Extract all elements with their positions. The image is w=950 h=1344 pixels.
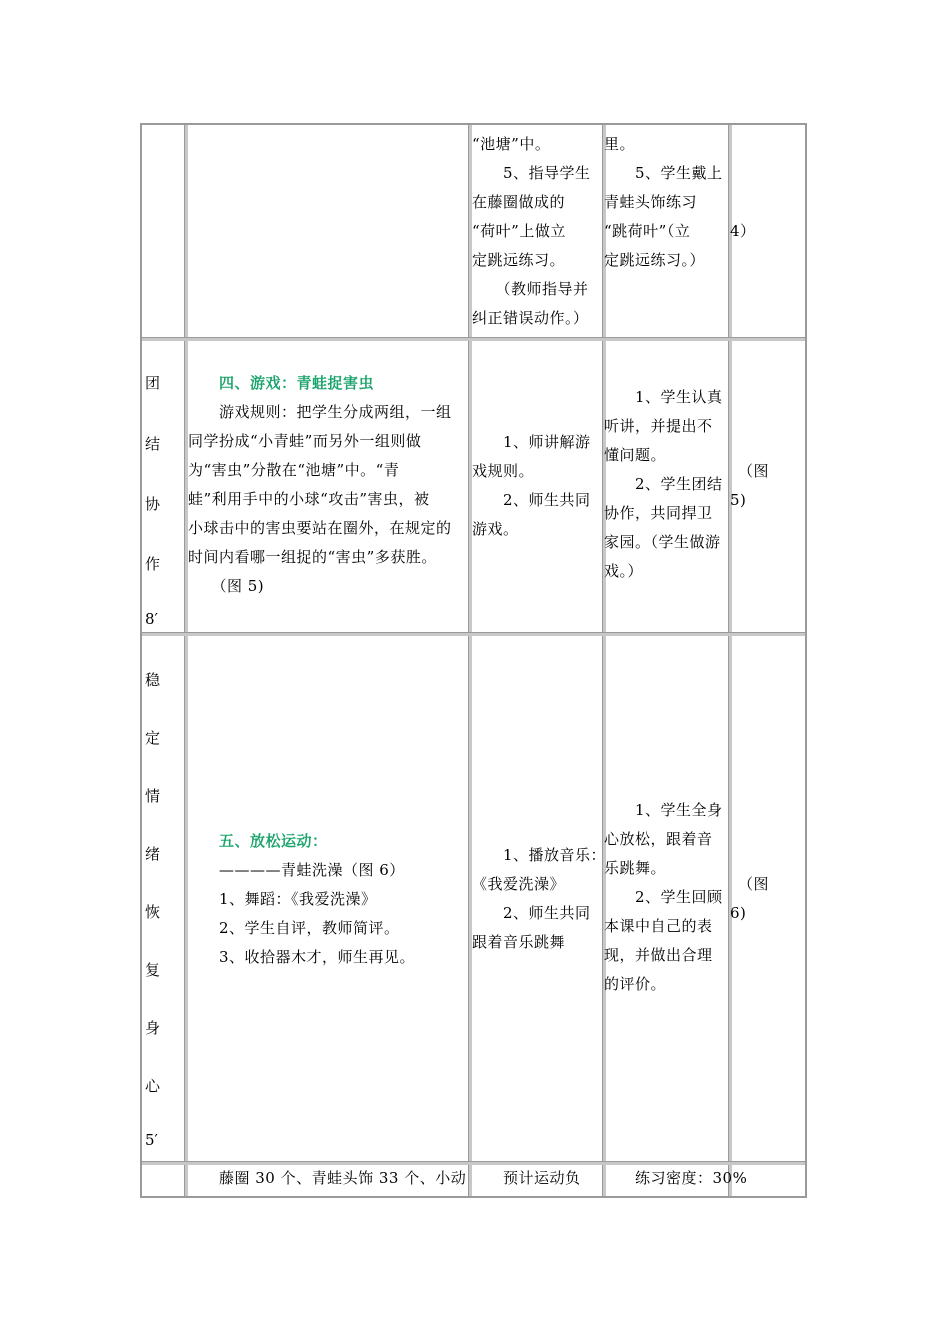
stage-char: 结 [145,435,161,453]
game-title-text: 四、游戏：青蛙捉害虫 [219,374,375,392]
text-line: 1、舞蹈：《我爱洗澡》 [188,890,377,908]
text-line: 时间内看哪一组捉的“害虫”多获胜。 [188,548,437,566]
text-line: 1、学生全身 [604,801,723,819]
row3-content-cell [188,827,466,972]
stage-char: 绪 [145,845,161,863]
text-line: 2、学生回顾 [604,888,723,906]
text-line: （图 5) [188,577,265,595]
stage-char: 恢 [145,903,161,921]
relax-title-text: 五、放松运动： [219,832,328,850]
text-line: 定跳远练习。） [604,251,706,269]
text-line: 6) [730,904,747,922]
text-line: 纠正错误动作。） [472,309,589,327]
text-line: 游戏。 [472,520,519,538]
stage-char: 情 [145,787,161,805]
text-line: 现，并做出合理 [604,946,713,964]
text-line: 听讲，并提出不 [604,417,713,435]
text-line: 2、学生自评，教师简评。 [188,919,400,937]
text-line: 2、学生团结 [604,475,723,493]
text-line: 戏。） [604,562,644,580]
col-divider [184,125,188,1196]
text-line: ————青蛙洗澡（图 6） [188,861,405,879]
text-line: 为“害虫”分散在“池塘”中。“青 [188,461,400,479]
text-line: 5、学生戴上 [604,164,723,182]
text-line: 5) [730,491,747,509]
stage-char: 定 [145,729,161,747]
text-line: 协作，共同捍卫 [604,504,713,522]
row1-note-cell [730,217,756,246]
row3-note-cell [730,870,769,928]
text-line: 3、收拾器木才，师生再见。 [188,948,416,966]
text-line: 预计运动负 [472,1169,581,1187]
stage-char: 复 [145,961,161,979]
col-divider [728,125,732,1196]
row2-student-cell [604,383,732,586]
text-line: “荷叶”上做立 [472,222,566,240]
row4-student-cell [604,1164,784,1193]
stage-char: 身 [145,1019,161,1037]
text-line: 在藤圈做成的 [472,193,566,211]
row2-teacher-cell [472,428,604,544]
text-line: 本课中自己的表 [604,917,713,935]
stage-char: 5′ [145,1131,158,1149]
text-line: 蛙”利用手中的小球“攻击”害虫，被 [188,490,430,508]
row3-student-cell [604,796,732,999]
text-line: 2、师生共同 [472,904,591,922]
text-line: 同学扮成“小青蛙”而另外一组则做 [188,432,422,450]
text-line: 家园。（学生做游 [604,533,721,551]
text-line: 心放松，跟着音 [604,830,713,848]
stage-char: 8′ [145,610,158,628]
text-line: 跟着音乐跳舞 [472,933,566,951]
row4-content-cell [188,1164,466,1193]
row-divider [142,632,805,636]
text-line: 青蛙头饰练习 [604,193,698,211]
text-line: （教师指导并 [472,280,589,298]
lesson-plan-table [140,123,807,1198]
text-line: 1、播放音乐： [472,846,607,864]
row4-teacher-cell [472,1164,604,1193]
row1-teacher-cell [472,130,604,333]
text-line: 1、师讲解游 [472,433,591,451]
text-line: 戏规则。 [472,462,535,480]
stage-char: 稳 [145,671,161,689]
text-line: 游戏规则：把学生分成两组，一组 [188,403,452,421]
text-line: （图 [730,462,770,480]
text-line: 4） [730,222,756,240]
row2-note-cell [730,457,769,515]
text-line: 练习密度：30% [604,1169,748,1187]
text-line: “池塘”中。 [472,135,551,153]
text-line: 5、指导学生 [472,164,591,182]
text-line: 2、师生共同 [472,491,591,509]
row2-content-cell [188,369,488,601]
text-line: 藤圈 30 个、青蛙头饰 33 个、小动 [188,1169,467,1187]
stage-char: 心 [145,1077,161,1095]
text-line: 懂问题。 [604,446,667,464]
text-line: 乐跳舞。 [604,859,667,877]
relax-title [188,827,466,856]
text-line: “跳荷叶”（立 [604,222,691,240]
row3-teacher-cell [472,841,607,957]
row-divider [142,337,805,341]
stage-char: 协 [145,495,161,513]
row1-student-cell [604,130,732,275]
stage-char: 团 [145,374,161,392]
text-line: （图 [730,875,770,893]
stage-char: 作 [145,555,161,573]
text-line: 《我爱洗澡》 [472,875,566,893]
text-line: 里。 [604,135,636,153]
text-line: 小球击中的害虫要站在圈外，在规定的 [188,519,452,537]
text-line: 1、学生认真 [604,388,723,406]
text-line: 的评价。 [604,975,667,993]
game-title [188,369,488,398]
text-line: 定跳远练习。 [472,251,566,269]
